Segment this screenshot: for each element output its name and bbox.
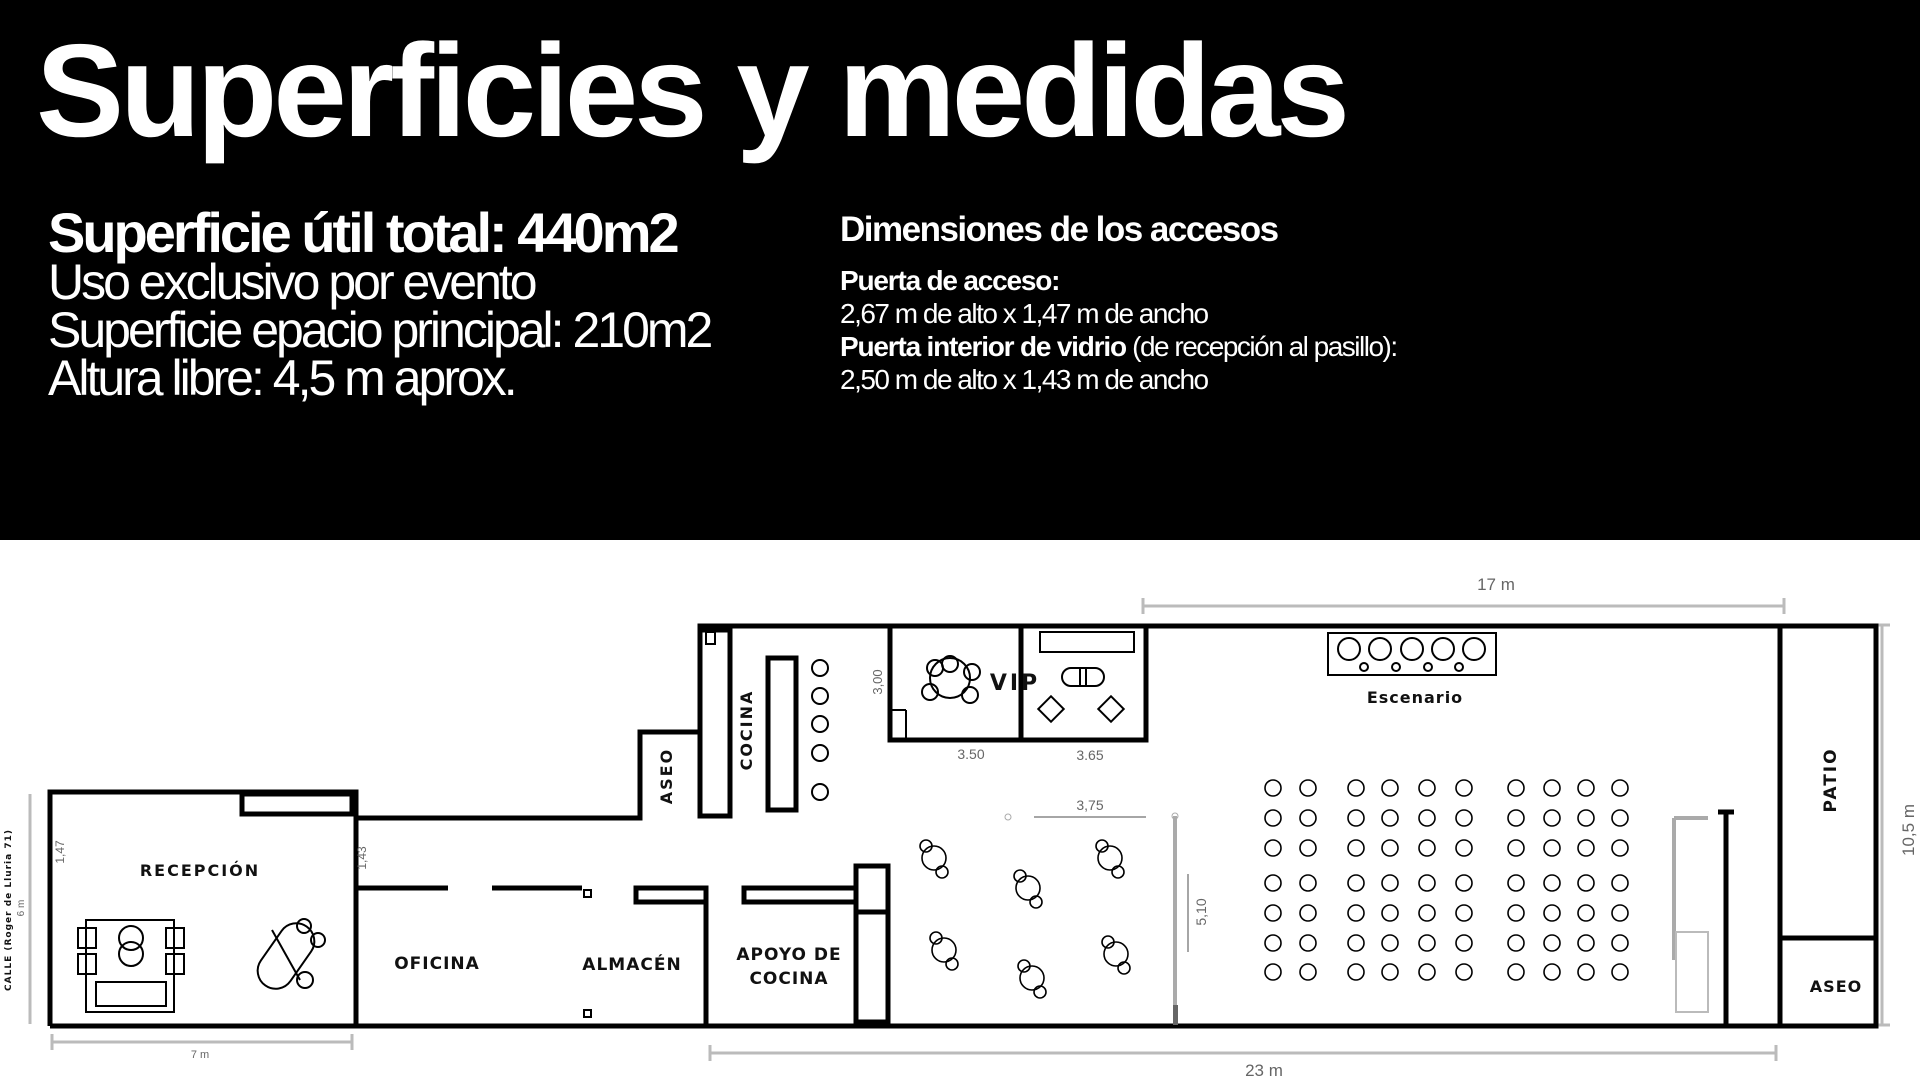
audience-seat [1612,935,1628,951]
dim-door-entry: 1,47 [53,840,67,864]
audience-seat [1300,780,1316,796]
audience-seat [1612,840,1628,856]
audience-seat [1300,905,1316,921]
access-heading: Dimensiones de los accesos [840,210,1278,249]
room-reception: RECEPCIÓN [139,861,261,880]
room-kitchen: COCINA [737,689,756,771]
door2-line [840,330,1397,363]
audience-seat [1382,935,1398,951]
audience-seat [1382,810,1398,826]
stage [1328,633,1496,675]
audience-seat [1544,780,1560,796]
audience-seat [1382,780,1398,796]
audience-seat [1456,780,1472,796]
audience-seat [1300,840,1316,856]
audience-seat [1265,840,1281,856]
audience-seat [1544,810,1560,826]
dim-hall-length: 17 m [1477,575,1515,594]
street-label: CALLE (Roger de Lluria 71) [4,829,14,991]
dim-door-interior: 1,43 [355,846,369,870]
surface-summary [48,201,711,406]
audience-seat [1419,905,1435,921]
audience-seat [1508,935,1524,951]
page-title: Superficies y medidas [36,17,1346,164]
kitchen-vip-furniture [812,656,1124,800]
clear-height: Altura libre: 4,5 m aprox. [48,350,515,406]
audience-seat [1419,875,1435,891]
audience-seat [1456,875,1472,891]
room-vip: VIP [989,671,1041,696]
surface-total: Superficie útil total: 440m2 [48,201,677,264]
audience-seat [1419,840,1435,856]
dim-street-width: 6 m [16,899,27,917]
audience-seat [1265,810,1281,826]
audience-seat [1456,935,1472,951]
room-storage: ALMACÉN [582,955,682,975]
audience-seat [1508,840,1524,856]
exclusive-use: Uso exclusivo por evento [48,254,535,310]
audience-seat [1348,875,1364,891]
stage-label: Escenario [1366,688,1464,707]
audience-seat [1612,875,1628,891]
dim-vip-height: 3,00 [870,669,885,695]
dim-tables-span: 3,75 [1076,797,1104,813]
audience-seat [1578,935,1594,951]
cocktail-tables [920,840,1130,998]
main-space-surface: Superficie epacio principal: 210m2 [48,302,711,358]
audience-seat [1348,780,1364,796]
audience-seat [1265,905,1281,921]
door2-note: (de recepción al pasillo): [1125,331,1397,362]
door1-dims: 2,67 m de alto x 1,47 m de ancho [840,298,1208,329]
audience-seat [1265,875,1281,891]
audience-seat [1382,964,1398,980]
audience-seat [1578,840,1594,856]
dim-tables-depth: 5,10 [1193,898,1209,926]
dim-reception-width: 7 m [190,1049,210,1061]
dim-right-height: 10,5 m [1899,804,1918,856]
audience-seat [1544,964,1560,980]
audience-seat [1544,935,1560,951]
room-toilet-right: ASEO [1809,977,1863,996]
audience-seats [1265,780,1628,980]
audience-seat [1419,810,1435,826]
audience-seat [1612,780,1628,796]
dim-total-length: 23 m [1245,1061,1283,1080]
audience-seat [1612,964,1628,980]
room-patio: PATIO [1821,747,1841,813]
reception-furniture [78,890,591,1017]
audience-seat [1578,780,1594,796]
audience-seat [1578,810,1594,826]
audience-seat [1382,840,1398,856]
audience-seat [1508,964,1524,980]
room-kitchen-support-2: COCINA [749,969,829,989]
audience-seat [1508,810,1524,826]
audience-seat [1348,935,1364,951]
access-dimensions [840,210,1397,396]
audience-seat [1456,810,1472,826]
audience-seat [1508,780,1524,796]
audience-seat [1419,964,1435,980]
room-toilet-top: ASEO [657,747,676,805]
dim-vip-w2: 3.65 [1076,747,1104,763]
audience-seat [1265,964,1281,980]
audience-seat [1508,905,1524,921]
audience-seat [1612,905,1628,921]
audience-seat [1382,905,1398,921]
audience-seat [1544,840,1560,856]
door2-label: Puerta interior de vidrio [840,331,1126,362]
audience-seat [1300,810,1316,826]
room-office: OFICINA [394,954,480,974]
audience-seat [1265,780,1281,796]
audience-seat [1419,780,1435,796]
audience-seat [1544,905,1560,921]
audience-seat [1348,964,1364,980]
audience-seat [1456,964,1472,980]
audience-seat [1300,935,1316,951]
dimension-lines [30,598,1890,1061]
door2-dims: 2,50 m de alto x 1,43 m de ancho [840,364,1208,395]
audience-seat [1348,840,1364,856]
audience-seat [1300,964,1316,980]
room-kitchen-support-1: APOYO DE [736,945,842,965]
audience-seat [1612,810,1628,826]
floor-plan [0,540,1920,1080]
walls [50,626,1876,1026]
dim-vip-w1: 3.50 [957,746,985,762]
audience-seat [1456,905,1472,921]
audience-seat [1348,905,1364,921]
audience-seat [1578,964,1594,980]
audience-seat [1348,810,1364,826]
audience-seat [1508,875,1524,891]
audience-seat [1544,875,1560,891]
audience-seat [1265,935,1281,951]
audience-seat [1456,840,1472,856]
audience-seat [1578,905,1594,921]
audience-seat [1419,935,1435,951]
door1-label: Puerta de acceso: [840,265,1060,296]
audience-seat [1300,875,1316,891]
audience-seat [1578,875,1594,891]
audience-seat [1382,875,1398,891]
